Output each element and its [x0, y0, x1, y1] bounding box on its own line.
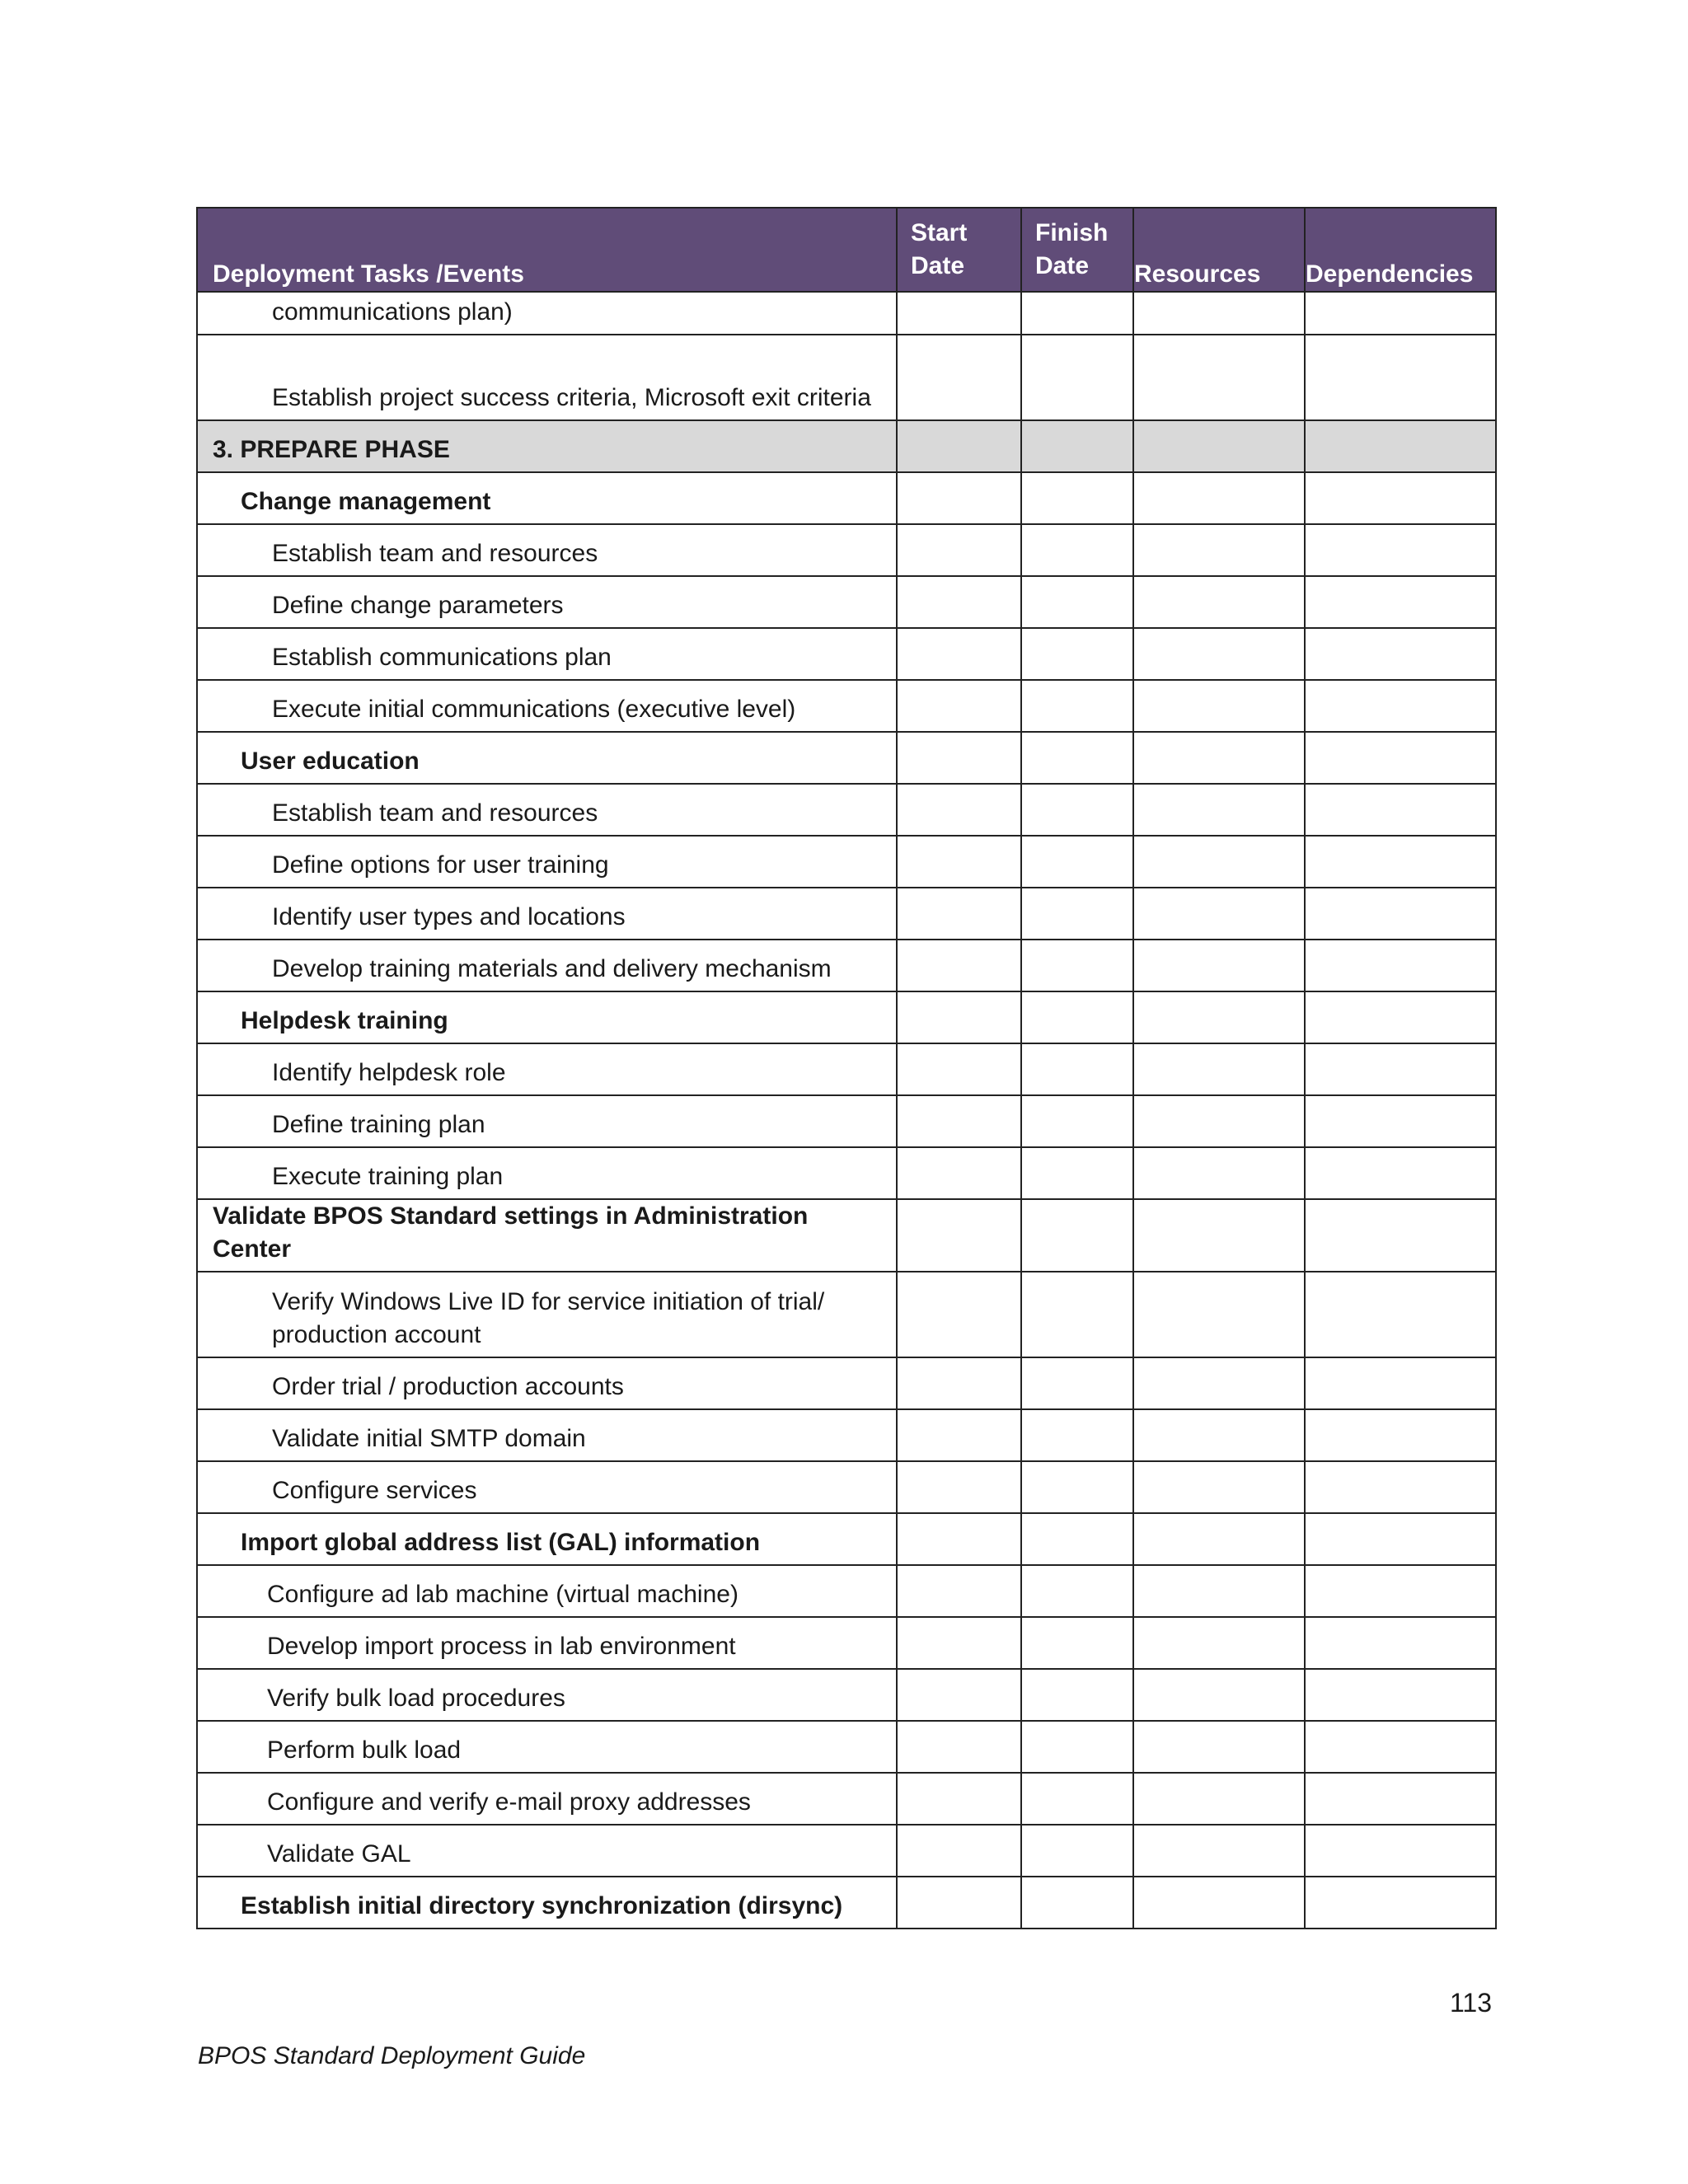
task-cell: Execute training plan: [197, 1147, 897, 1199]
start-date-cell: [897, 1877, 1021, 1929]
table-row: [197, 1043, 1496, 1095]
finish-date-cell: [1021, 940, 1133, 991]
dependencies-cell: [1305, 1095, 1496, 1147]
task-cell: Import global address list (GAL) information: [197, 1513, 897, 1565]
table-row: [197, 836, 1496, 888]
finish-date-cell: [1021, 1721, 1133, 1773]
task-cell: Identify helpdesk role: [197, 1043, 897, 1095]
start-date-cell: [897, 420, 1021, 472]
finish-date-cell: [1021, 1669, 1133, 1721]
resources-cell: [1133, 940, 1305, 991]
dependencies-cell: [1305, 1825, 1496, 1877]
resources-cell: [1133, 888, 1305, 940]
dependencies-cell: [1305, 292, 1496, 335]
resources-cell: [1133, 1357, 1305, 1409]
table-row: [197, 1095, 1496, 1147]
table-row: [197, 576, 1496, 628]
start-date-cell: [897, 1565, 1021, 1617]
start-date-cell: [897, 628, 1021, 680]
dependencies-cell: [1305, 628, 1496, 680]
resources-cell: [1133, 1877, 1305, 1929]
start-date-cell: [897, 335, 1021, 420]
table-row: [197, 1721, 1496, 1773]
task-cell: Define change parameters: [197, 576, 897, 628]
table-row: [197, 1272, 1496, 1357]
dependencies-cell: [1305, 335, 1496, 420]
start-date-cell: [897, 732, 1021, 784]
task-cell: Order trial / production accounts: [197, 1357, 897, 1409]
finish-date-cell: [1021, 1513, 1133, 1565]
finish-date-cell: [1021, 1825, 1133, 1877]
page-number: 113: [1449, 1988, 1492, 2018]
start-date-cell: [897, 1199, 1021, 1272]
finish-date-cell: [1021, 292, 1133, 335]
finish-date-cell: [1021, 472, 1133, 524]
start-date-cell: [897, 888, 1021, 940]
task-cell: Establish communications plan: [197, 628, 897, 680]
task-cell: Verify bulk load procedures: [197, 1669, 897, 1721]
dependencies-cell: [1305, 1721, 1496, 1773]
task-cell: Establish project success criteria, Microsoft exit criteria: [197, 335, 897, 420]
dependencies-cell: [1305, 1043, 1496, 1095]
resources-cell: [1133, 784, 1305, 836]
start-date-cell: [897, 1721, 1021, 1773]
resources-cell: [1133, 1773, 1305, 1825]
dependencies-cell: [1305, 836, 1496, 888]
dependencies-cell: [1305, 680, 1496, 732]
finish-date-cell: [1021, 1147, 1133, 1199]
table-body: [197, 292, 1496, 1929]
task-cell: 3. PREPARE PHASE: [197, 420, 897, 472]
finish-date-cell: [1021, 836, 1133, 888]
resources-cell: [1133, 1565, 1305, 1617]
finish-date-cell: [1021, 335, 1133, 420]
start-date-cell: [897, 1669, 1021, 1721]
finish-date-cell: [1021, 1199, 1133, 1272]
start-date-cell: [897, 940, 1021, 991]
task-cell: Define training plan: [197, 1095, 897, 1147]
dependencies-cell: [1305, 1877, 1496, 1929]
table-row: [197, 472, 1496, 524]
task-cell: Execute initial communications (executive level): [197, 680, 897, 732]
dependencies-cell: [1305, 1669, 1496, 1721]
resources-cell: [1133, 1095, 1305, 1147]
dependencies-cell: [1305, 1199, 1496, 1272]
table-header-row: [197, 208, 1496, 292]
task-cell: User education: [197, 732, 897, 784]
dependencies-cell: [1305, 1565, 1496, 1617]
finish-date-cell: [1021, 784, 1133, 836]
resources-cell: [1133, 524, 1305, 576]
table-row: [197, 524, 1496, 576]
finish-date-cell: [1021, 888, 1133, 940]
table-row: [197, 784, 1496, 836]
dependencies-cell: [1305, 1357, 1496, 1409]
resources-cell: [1133, 1825, 1305, 1877]
resources-cell: [1133, 628, 1305, 680]
table-row: [197, 1669, 1496, 1721]
finish-date-cell: [1021, 1877, 1133, 1929]
finish-date-cell: [1021, 1565, 1133, 1617]
finish-date-cell: [1021, 420, 1133, 472]
table-row: [197, 1147, 1496, 1199]
task-cell: Validate GAL: [197, 1825, 897, 1877]
table-row: [197, 1199, 1496, 1272]
start-date-cell: [897, 1513, 1021, 1565]
table-row: [197, 888, 1496, 940]
footer-title: BPOS Standard Deployment Guide: [198, 2042, 586, 2069]
resources-cell: [1133, 472, 1305, 524]
resources-cell: [1133, 680, 1305, 732]
table-row: [197, 1513, 1496, 1565]
start-date-cell: [897, 1409, 1021, 1461]
start-date-cell: [897, 292, 1021, 335]
start-date-cell: [897, 524, 1021, 576]
table-row: [197, 1565, 1496, 1617]
resources-cell: [1133, 732, 1305, 784]
task-cell: Develop import process in lab environment: [197, 1617, 897, 1669]
resources-cell: [1133, 1272, 1305, 1357]
finish-date-cell: [1021, 1461, 1133, 1513]
finish-date-cell: [1021, 1773, 1133, 1825]
resources-cell: [1133, 1043, 1305, 1095]
resources-cell: [1133, 1147, 1305, 1199]
start-date-cell: [897, 1825, 1021, 1877]
resources-cell: [1133, 991, 1305, 1043]
resources-cell: [1133, 1617, 1305, 1669]
start-date-cell: [897, 1043, 1021, 1095]
table-row: [197, 628, 1496, 680]
start-date-cell: [897, 472, 1021, 524]
dependencies-cell: [1305, 784, 1496, 836]
task-cell: Validate initial SMTP domain: [197, 1409, 897, 1461]
task-cell: Configure and verify e-mail proxy addresses: [197, 1773, 897, 1825]
start-date-cell: [897, 836, 1021, 888]
resources-cell: [1133, 335, 1305, 420]
dependencies-cell: [1305, 732, 1496, 784]
table-row: [197, 1461, 1496, 1513]
dependencies-cell: [1305, 1409, 1496, 1461]
table-row: [197, 940, 1496, 991]
finish-date-cell: [1021, 1095, 1133, 1147]
table-row: [197, 1357, 1496, 1409]
dependencies-cell: [1305, 576, 1496, 628]
start-date-cell: [897, 1461, 1021, 1513]
table-row: [197, 732, 1496, 784]
task-cell: Verify Windows Live ID for service initiation of trial/ production account: [197, 1272, 897, 1357]
header-resources: Resources: [1133, 208, 1305, 292]
start-date-cell: [897, 1357, 1021, 1409]
task-cell: Develop training materials and delivery mechanism: [197, 940, 897, 991]
start-date-cell: [897, 576, 1021, 628]
resources-cell: [1133, 1669, 1305, 1721]
table-row: [197, 1825, 1496, 1877]
resources-cell: [1133, 1409, 1305, 1461]
resources-cell: [1133, 1461, 1305, 1513]
finish-date-cell: [1021, 1043, 1133, 1095]
finish-date-cell: [1021, 1409, 1133, 1461]
start-date-cell: [897, 991, 1021, 1043]
start-date-cell: [897, 1272, 1021, 1357]
start-date-cell: [897, 1773, 1021, 1825]
finish-date-cell: [1021, 1272, 1133, 1357]
dependencies-cell: [1305, 472, 1496, 524]
resources-cell: [1133, 420, 1305, 472]
dependencies-cell: [1305, 1147, 1496, 1199]
table-row: [197, 991, 1496, 1043]
finish-date-cell: [1021, 628, 1133, 680]
dependencies-cell: [1305, 940, 1496, 991]
finish-date-cell: [1021, 1617, 1133, 1669]
task-cell: Validate BPOS Standard settings in Administration Center: [197, 1199, 897, 1272]
resources-cell: [1133, 836, 1305, 888]
task-cell: Establish team and resources: [197, 524, 897, 576]
start-date-cell: [897, 1617, 1021, 1669]
dependencies-cell: [1305, 991, 1496, 1043]
dependencies-cell: [1305, 420, 1496, 472]
start-date-cell: [897, 1147, 1021, 1199]
finish-date-cell: [1021, 680, 1133, 732]
table-row: [197, 335, 1496, 420]
table-row: [197, 680, 1496, 732]
dependencies-cell: [1305, 1272, 1496, 1357]
table-row: [197, 1617, 1496, 1669]
task-cell: Helpdesk training: [197, 991, 897, 1043]
task-cell: communications plan): [197, 292, 897, 335]
finish-date-cell: [1021, 576, 1133, 628]
dependencies-cell: [1305, 1773, 1496, 1825]
resources-cell: [1133, 576, 1305, 628]
task-cell: Change management: [197, 472, 897, 524]
dependencies-cell: [1305, 1513, 1496, 1565]
start-date-cell: [897, 784, 1021, 836]
dependencies-cell: [1305, 524, 1496, 576]
header-start-date: Start Date: [897, 208, 1021, 292]
resources-cell: [1133, 1513, 1305, 1565]
table-row: [197, 292, 1496, 335]
dependencies-cell: [1305, 888, 1496, 940]
finish-date-cell: [1021, 732, 1133, 784]
finish-date-cell: [1021, 524, 1133, 576]
table-row: [197, 1409, 1496, 1461]
start-date-cell: [897, 1095, 1021, 1147]
task-cell: Configure services: [197, 1461, 897, 1513]
dependencies-cell: [1305, 1617, 1496, 1669]
start-date-cell: [897, 680, 1021, 732]
task-cell: Configure ad lab machine (virtual machine): [197, 1565, 897, 1617]
task-cell: Define options for user training: [197, 836, 897, 888]
task-cell: Perform bulk load: [197, 1721, 897, 1773]
header-dependencies: Dependencies: [1305, 208, 1496, 292]
table-row: [197, 1773, 1496, 1825]
header-tasks: Deployment Tasks /Events: [197, 208, 897, 292]
phase-row: [197, 420, 1496, 472]
resources-cell: [1133, 1721, 1305, 1773]
task-cell: Identify user types and locations: [197, 888, 897, 940]
header-finish-date: Finish Date: [1021, 208, 1133, 292]
resources-cell: [1133, 1199, 1305, 1272]
table-row: [197, 1877, 1496, 1929]
deployment-tasks-table: [196, 207, 1497, 1929]
finish-date-cell: [1021, 991, 1133, 1043]
dependencies-cell: [1305, 1461, 1496, 1513]
finish-date-cell: [1021, 1357, 1133, 1409]
task-cell: Establish team and resources: [197, 784, 897, 836]
task-cell: Establish initial directory synchronization (dirsync): [197, 1877, 897, 1929]
resources-cell: [1133, 292, 1305, 335]
